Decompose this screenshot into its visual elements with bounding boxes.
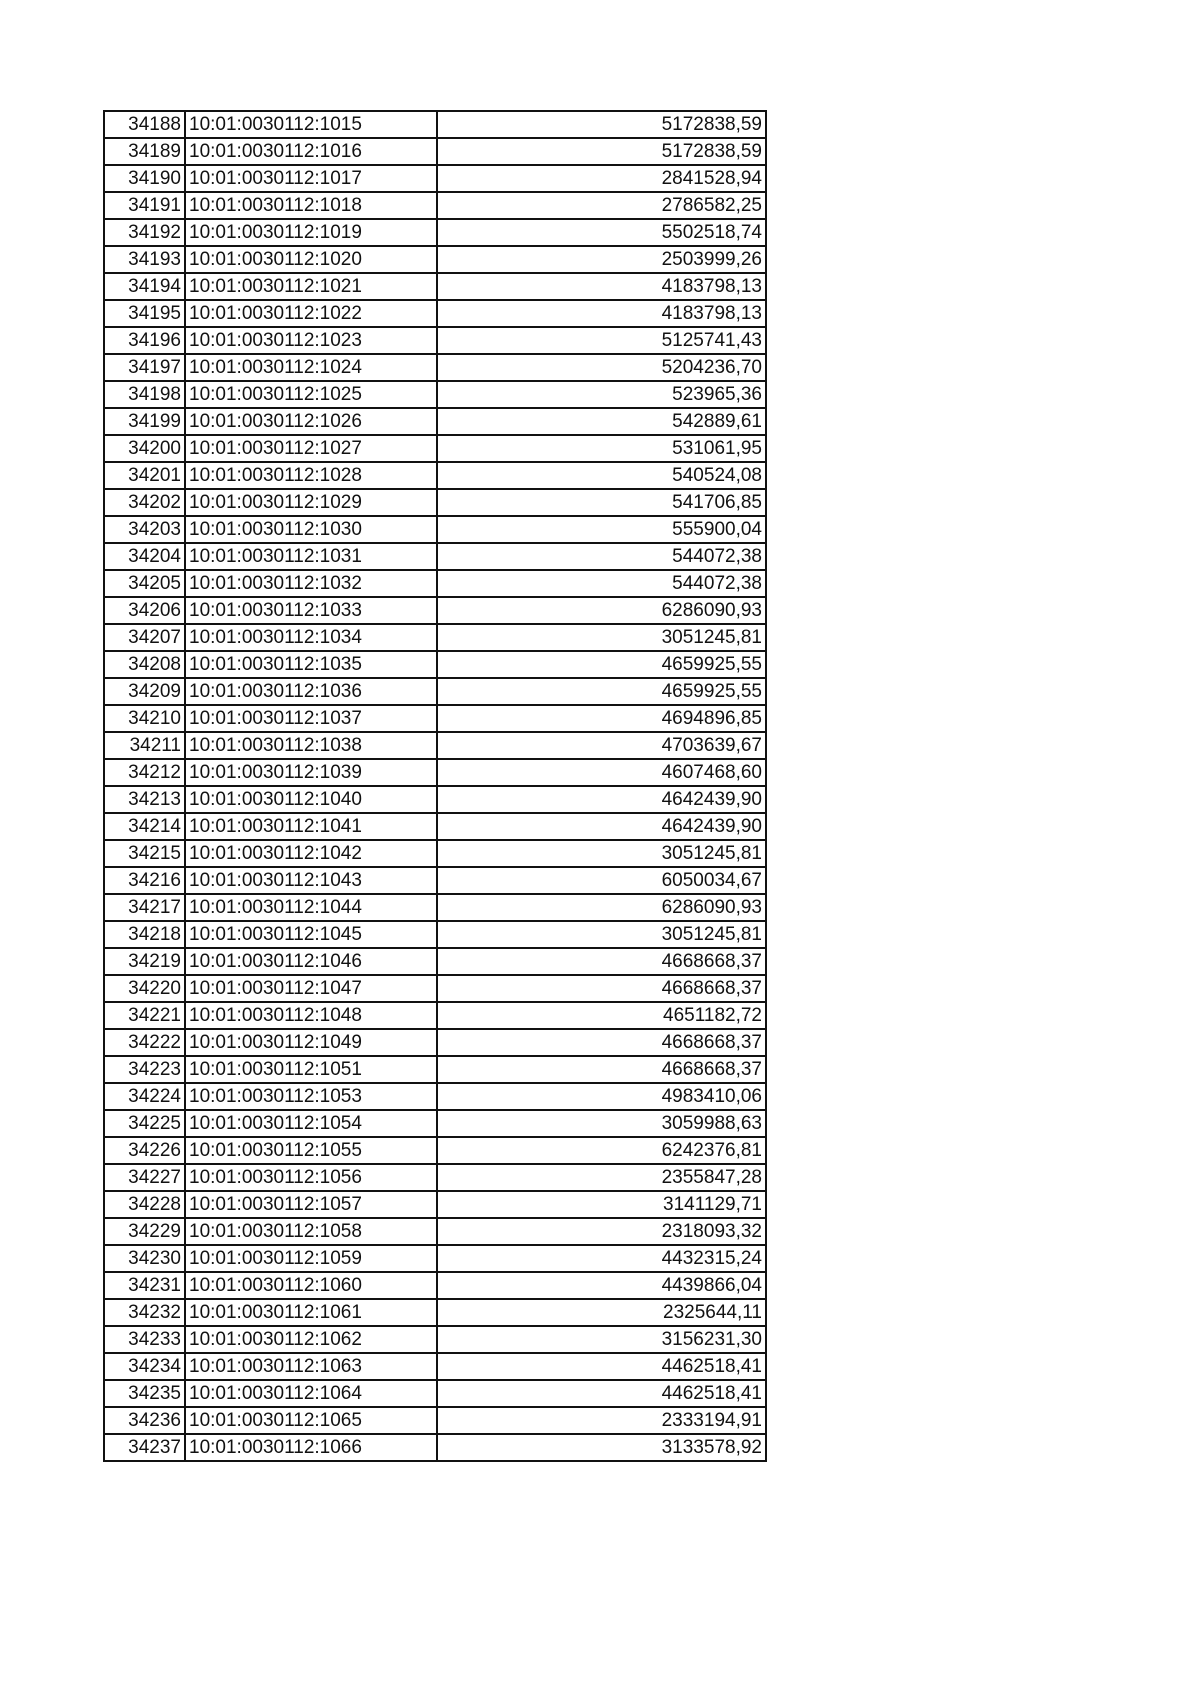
row-number-cell: 34198 xyxy=(104,381,185,408)
cadastral-value-cell: 3059988,63 xyxy=(437,1110,766,1137)
cadastral-number-cell: 10:01:0030112:1037 xyxy=(185,705,437,732)
cadastral-value-cell: 2355847,28 xyxy=(437,1164,766,1191)
cadastral-value-cell: 544072,38 xyxy=(437,570,766,597)
cadastral-number-cell: 10:01:0030112:1041 xyxy=(185,813,437,840)
cadastral-number-cell: 10:01:0030112:1055 xyxy=(185,1137,437,1164)
table-row xyxy=(104,759,766,786)
row-number-cell: 34208 xyxy=(104,651,185,678)
cadastral-value-cell: 4432315,24 xyxy=(437,1245,766,1272)
cadastral-value-cell: 4183798,13 xyxy=(437,273,766,300)
table-row xyxy=(104,1164,766,1191)
table-row xyxy=(104,1191,766,1218)
cadastral-number-cell: 10:01:0030112:1047 xyxy=(185,975,437,1002)
cadastral-number-cell: 10:01:0030112:1021 xyxy=(185,273,437,300)
cadastral-value-table xyxy=(103,110,767,1462)
row-number-cell: 34205 xyxy=(104,570,185,597)
cadastral-value-cell: 542889,61 xyxy=(437,408,766,435)
cadastral-value-cell: 4462518,41 xyxy=(437,1380,766,1407)
table-row xyxy=(104,435,766,462)
row-number-cell: 34194 xyxy=(104,273,185,300)
table-row xyxy=(104,1272,766,1299)
cadastral-value-cell: 4659925,55 xyxy=(437,651,766,678)
cadastral-number-cell: 10:01:0030112:1015 xyxy=(185,111,437,138)
cadastral-value-cell: 531061,95 xyxy=(437,435,766,462)
cadastral-value-cell: 4668668,37 xyxy=(437,1056,766,1083)
cadastral-number-cell: 10:01:0030112:1039 xyxy=(185,759,437,786)
cadastral-value-cell: 3133578,92 xyxy=(437,1434,766,1461)
cadastral-value-cell: 4703639,67 xyxy=(437,732,766,759)
cadastral-value-cell: 4983410,06 xyxy=(437,1083,766,1110)
row-number-cell: 34228 xyxy=(104,1191,185,1218)
row-number-cell: 34220 xyxy=(104,975,185,1002)
table-row xyxy=(104,1083,766,1110)
row-number-cell: 34189 xyxy=(104,138,185,165)
row-number-cell: 34209 xyxy=(104,678,185,705)
table-row xyxy=(104,1056,766,1083)
row-number-cell: 34235 xyxy=(104,1380,185,1407)
cadastral-number-cell: 10:01:0030112:1065 xyxy=(185,1407,437,1434)
table-row xyxy=(104,489,766,516)
cadastral-value-cell: 2841528,94 xyxy=(437,165,766,192)
cadastral-number-cell: 10:01:0030112:1033 xyxy=(185,597,437,624)
cadastral-value-cell: 2786582,25 xyxy=(437,192,766,219)
cadastral-number-cell: 10:01:0030112:1036 xyxy=(185,678,437,705)
table-row xyxy=(104,1245,766,1272)
row-number-cell: 34201 xyxy=(104,462,185,489)
cadastral-value-cell: 4694896,85 xyxy=(437,705,766,732)
cadastral-value-cell: 4651182,72 xyxy=(437,1002,766,1029)
cadastral-value-cell: 3141129,71 xyxy=(437,1191,766,1218)
cadastral-number-cell: 10:01:0030112:1019 xyxy=(185,219,437,246)
row-number-cell: 34200 xyxy=(104,435,185,462)
cadastral-value-cell: 4668668,37 xyxy=(437,1029,766,1056)
cadastral-value-cell: 6050034,67 xyxy=(437,867,766,894)
cadastral-number-cell: 10:01:0030112:1048 xyxy=(185,1002,437,1029)
row-number-cell: 34217 xyxy=(104,894,185,921)
table-row xyxy=(104,543,766,570)
cadastral-number-cell: 10:01:0030112:1016 xyxy=(185,138,437,165)
cadastral-number-cell: 10:01:0030112:1056 xyxy=(185,1164,437,1191)
row-number-cell: 34206 xyxy=(104,597,185,624)
cadastral-number-cell: 10:01:0030112:1029 xyxy=(185,489,437,516)
row-number-cell: 34210 xyxy=(104,705,185,732)
table-row xyxy=(104,948,766,975)
cadastral-value-cell: 523965,36 xyxy=(437,381,766,408)
cadastral-number-cell: 10:01:0030112:1045 xyxy=(185,921,437,948)
cadastral-value-cell: 3156231,30 xyxy=(437,1326,766,1353)
row-number-cell: 34219 xyxy=(104,948,185,975)
row-number-cell: 34204 xyxy=(104,543,185,570)
table-row xyxy=(104,516,766,543)
cadastral-value-cell: 5204236,70 xyxy=(437,354,766,381)
row-number-cell: 34216 xyxy=(104,867,185,894)
row-number-cell: 34221 xyxy=(104,1002,185,1029)
table-row xyxy=(104,705,766,732)
cadastral-value-cell: 2318093,32 xyxy=(437,1218,766,1245)
cadastral-value-cell: 3051245,81 xyxy=(437,624,766,651)
table-row xyxy=(104,138,766,165)
table-row xyxy=(104,354,766,381)
cadastral-value-cell: 555900,04 xyxy=(437,516,766,543)
table-row xyxy=(104,975,766,1002)
row-number-cell: 34218 xyxy=(104,921,185,948)
cadastral-value-cell: 5172838,59 xyxy=(437,138,766,165)
cadastral-number-cell: 10:01:0030112:1046 xyxy=(185,948,437,975)
row-number-cell: 34203 xyxy=(104,516,185,543)
row-number-cell: 34233 xyxy=(104,1326,185,1353)
cadastral-number-cell: 10:01:0030112:1025 xyxy=(185,381,437,408)
cadastral-number-cell: 10:01:0030112:1044 xyxy=(185,894,437,921)
row-number-cell: 34212 xyxy=(104,759,185,786)
table-row xyxy=(104,219,766,246)
table-row xyxy=(104,165,766,192)
cadastral-value-cell: 6286090,93 xyxy=(437,894,766,921)
row-number-cell: 34196 xyxy=(104,327,185,354)
table-row xyxy=(104,1218,766,1245)
table-row xyxy=(104,597,766,624)
row-number-cell: 34214 xyxy=(104,813,185,840)
cadastral-value-cell: 4642439,90 xyxy=(437,786,766,813)
table-row xyxy=(104,273,766,300)
row-number-cell: 34226 xyxy=(104,1137,185,1164)
row-number-cell: 34236 xyxy=(104,1407,185,1434)
row-number-cell: 34230 xyxy=(104,1245,185,1272)
table-row xyxy=(104,1029,766,1056)
row-number-cell: 34193 xyxy=(104,246,185,273)
row-number-cell: 34190 xyxy=(104,165,185,192)
cadastral-value-cell: 4668668,37 xyxy=(437,948,766,975)
cadastral-number-cell: 10:01:0030112:1018 xyxy=(185,192,437,219)
cadastral-number-cell: 10:01:0030112:1058 xyxy=(185,1218,437,1245)
cadastral-value-cell: 2325644,11 xyxy=(437,1299,766,1326)
row-number-cell: 34192 xyxy=(104,219,185,246)
table-row xyxy=(104,732,766,759)
table-row xyxy=(104,813,766,840)
table-row xyxy=(104,1407,766,1434)
cadastral-number-cell: 10:01:0030112:1060 xyxy=(185,1272,437,1299)
cadastral-number-cell: 10:01:0030112:1064 xyxy=(185,1380,437,1407)
row-number-cell: 34223 xyxy=(104,1056,185,1083)
row-number-cell: 34211 xyxy=(104,732,185,759)
cadastral-value-cell: 3051245,81 xyxy=(437,921,766,948)
row-number-cell: 34231 xyxy=(104,1272,185,1299)
row-number-cell: 34224 xyxy=(104,1083,185,1110)
row-number-cell: 34229 xyxy=(104,1218,185,1245)
cadastral-number-cell: 10:01:0030112:1063 xyxy=(185,1353,437,1380)
table-row xyxy=(104,1137,766,1164)
cadastral-number-cell: 10:01:0030112:1024 xyxy=(185,354,437,381)
table-row xyxy=(104,246,766,273)
cadastral-number-cell: 10:01:0030112:1026 xyxy=(185,408,437,435)
row-number-cell: 34237 xyxy=(104,1434,185,1461)
table-row xyxy=(104,867,766,894)
cadastral-number-cell: 10:01:0030112:1061 xyxy=(185,1299,437,1326)
row-number-cell: 34225 xyxy=(104,1110,185,1137)
table-row xyxy=(104,1326,766,1353)
table-row xyxy=(104,462,766,489)
cadastral-number-cell: 10:01:0030112:1066 xyxy=(185,1434,437,1461)
table-row xyxy=(104,1299,766,1326)
table-row xyxy=(104,840,766,867)
row-number-cell: 34188 xyxy=(104,111,185,138)
cadastral-number-cell: 10:01:0030112:1057 xyxy=(185,1191,437,1218)
cadastral-value-cell: 4439866,04 xyxy=(437,1272,766,1299)
cadastral-number-cell: 10:01:0030112:1054 xyxy=(185,1110,437,1137)
row-number-cell: 34199 xyxy=(104,408,185,435)
cadastral-number-cell: 10:01:0030112:1017 xyxy=(185,165,437,192)
cadastral-number-cell: 10:01:0030112:1053 xyxy=(185,1083,437,1110)
table-row xyxy=(104,1002,766,1029)
cadastral-number-cell: 10:01:0030112:1042 xyxy=(185,840,437,867)
cadastral-value-cell: 5172838,59 xyxy=(437,111,766,138)
cadastral-number-cell: 10:01:0030112:1027 xyxy=(185,435,437,462)
cadastral-value-cell: 6242376,81 xyxy=(437,1137,766,1164)
cadastral-value-cell: 4668668,37 xyxy=(437,975,766,1002)
row-number-cell: 34197 xyxy=(104,354,185,381)
table-row xyxy=(104,111,766,138)
cadastral-number-cell: 10:01:0030112:1032 xyxy=(185,570,437,597)
row-number-cell: 34222 xyxy=(104,1029,185,1056)
table-row xyxy=(104,1110,766,1137)
row-number-cell: 34195 xyxy=(104,300,185,327)
row-number-cell: 34213 xyxy=(104,786,185,813)
table-row xyxy=(104,921,766,948)
cadastral-number-cell: 10:01:0030112:1030 xyxy=(185,516,437,543)
cadastral-value-cell: 4607468,60 xyxy=(437,759,766,786)
row-number-cell: 34215 xyxy=(104,840,185,867)
cadastral-value-cell: 3051245,81 xyxy=(437,840,766,867)
cadastral-value-cell: 4642439,90 xyxy=(437,813,766,840)
row-number-cell: 34227 xyxy=(104,1164,185,1191)
cadastral-value-cell: 5125741,43 xyxy=(437,327,766,354)
cadastral-value-cell: 4462518,41 xyxy=(437,1353,766,1380)
table-body xyxy=(104,111,766,1461)
table-row xyxy=(104,381,766,408)
cadastral-number-cell: 10:01:0030112:1043 xyxy=(185,867,437,894)
cadastral-value-cell: 6286090,93 xyxy=(437,597,766,624)
row-number-cell: 34207 xyxy=(104,624,185,651)
cadastral-number-cell: 10:01:0030112:1038 xyxy=(185,732,437,759)
cadastral-number-cell: 10:01:0030112:1059 xyxy=(185,1245,437,1272)
cadastral-number-cell: 10:01:0030112:1023 xyxy=(185,327,437,354)
table-row xyxy=(104,1434,766,1461)
table-row xyxy=(104,408,766,435)
cadastral-number-cell: 10:01:0030112:1022 xyxy=(185,300,437,327)
table-row xyxy=(104,300,766,327)
table-row xyxy=(104,678,766,705)
cadastral-number-cell: 10:01:0030112:1051 xyxy=(185,1056,437,1083)
cadastral-value-cell: 544072,38 xyxy=(437,543,766,570)
cadastral-number-cell: 10:01:0030112:1034 xyxy=(185,624,437,651)
table-row xyxy=(104,651,766,678)
cadastral-number-cell: 10:01:0030112:1028 xyxy=(185,462,437,489)
cadastral-value-cell: 4659925,55 xyxy=(437,678,766,705)
cadastral-number-cell: 10:01:0030112:1040 xyxy=(185,786,437,813)
cadastral-value-cell: 4183798,13 xyxy=(437,300,766,327)
row-number-cell: 34234 xyxy=(104,1353,185,1380)
cadastral-number-cell: 10:01:0030112:1062 xyxy=(185,1326,437,1353)
row-number-cell: 34232 xyxy=(104,1299,185,1326)
cadastral-value-cell: 540524,08 xyxy=(437,462,766,489)
table-row xyxy=(104,894,766,921)
cadastral-number-cell: 10:01:0030112:1031 xyxy=(185,543,437,570)
table-row xyxy=(104,192,766,219)
row-number-cell: 34202 xyxy=(104,489,185,516)
table-row xyxy=(104,1353,766,1380)
table-row xyxy=(104,1380,766,1407)
table-row xyxy=(104,327,766,354)
cadastral-value-cell: 541706,85 xyxy=(437,489,766,516)
cadastral-number-cell: 10:01:0030112:1035 xyxy=(185,651,437,678)
cadastral-value-cell: 5502518,74 xyxy=(437,219,766,246)
row-number-cell: 34191 xyxy=(104,192,185,219)
cadastral-value-cell: 2503999,26 xyxy=(437,246,766,273)
cadastral-number-cell: 10:01:0030112:1020 xyxy=(185,246,437,273)
cadastral-number-cell: 10:01:0030112:1049 xyxy=(185,1029,437,1056)
table-row xyxy=(104,786,766,813)
table-row xyxy=(104,570,766,597)
cadastral-value-cell: 2333194,91 xyxy=(437,1407,766,1434)
table-row xyxy=(104,624,766,651)
